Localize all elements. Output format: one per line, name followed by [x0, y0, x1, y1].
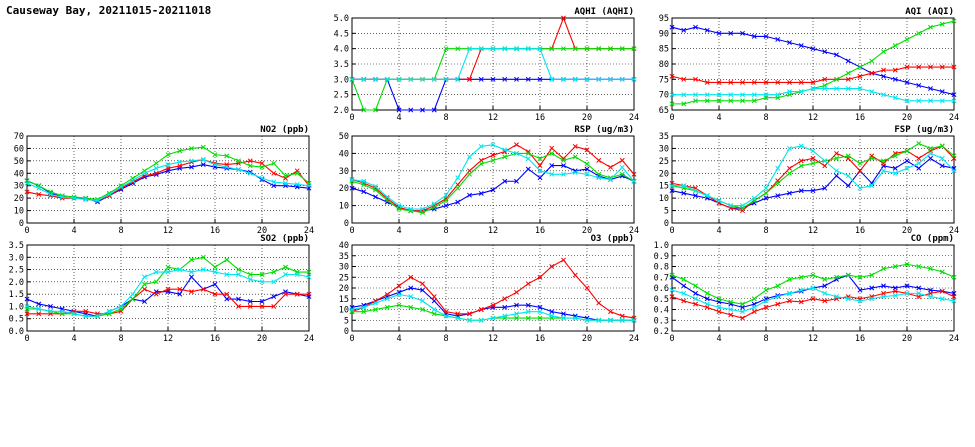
series-line	[672, 67, 954, 82]
svg-text:8: 8	[443, 334, 449, 344]
chart-title: FSP (ug/m3)	[894, 125, 954, 135]
svg-text:80: 80	[658, 60, 669, 70]
svg-text:65: 65	[658, 106, 669, 116]
chart-title: CO (ppm)	[910, 234, 954, 244]
svg-text:0.5: 0.5	[653, 294, 669, 305]
svg-text:8: 8	[763, 334, 769, 344]
svg-text:90: 90	[658, 29, 669, 40]
page-title: Causeway Bay, 20211015-20211018	[6, 4, 212, 17]
svg-text:12: 12	[487, 113, 499, 123]
svg-text:24: 24	[948, 113, 960, 123]
svg-text:4: 4	[396, 113, 402, 123]
svg-text:15: 15	[658, 181, 669, 192]
svg-text:75: 75	[658, 75, 669, 86]
svg-text:1.0: 1.0	[8, 302, 24, 313]
svg-text:40: 40	[338, 241, 349, 251]
svg-text:20: 20	[256, 226, 268, 236]
series-line	[672, 291, 954, 318]
series-line	[352, 166, 634, 211]
svg-text:40: 40	[13, 169, 24, 180]
svg-text:10: 10	[13, 206, 24, 217]
svg-text:20: 20	[901, 334, 913, 344]
series-line	[672, 146, 954, 211]
svg-text:4.5: 4.5	[333, 29, 349, 40]
series-line	[672, 89, 954, 101]
svg-text:16: 16	[854, 113, 866, 123]
svg-text:0: 0	[349, 334, 355, 344]
chart-title: AQHI (AQHI)	[574, 7, 634, 17]
svg-text:20: 20	[338, 184, 349, 195]
svg-text:50: 50	[13, 156, 24, 167]
chart-title: RSP (ug/m3)	[574, 125, 634, 135]
series-line	[352, 288, 634, 320]
svg-text:2.5: 2.5	[333, 90, 349, 101]
svg-text:16: 16	[209, 226, 221, 236]
svg-text:0.9: 0.9	[653, 251, 669, 262]
svg-text:2.5: 2.5	[8, 265, 24, 276]
chart-title: NO2 (ppb)	[260, 125, 309, 135]
svg-text:3.5: 3.5	[333, 60, 349, 70]
svg-text:24: 24	[303, 226, 315, 236]
svg-text:4: 4	[71, 226, 77, 236]
svg-text:3.0: 3.0	[333, 75, 349, 86]
svg-text:20: 20	[581, 226, 593, 236]
svg-text:0: 0	[24, 334, 30, 344]
svg-text:35: 35	[658, 132, 669, 142]
svg-text:0.2: 0.2	[653, 327, 669, 337]
svg-text:0: 0	[349, 226, 355, 236]
svg-text:4: 4	[716, 334, 722, 344]
series-line	[672, 275, 954, 307]
series-line	[352, 49, 634, 80]
svg-text:4: 4	[396, 226, 402, 236]
svg-text:5: 5	[343, 316, 349, 327]
svg-text:24: 24	[628, 334, 640, 344]
chart-title: O3 (ppb)	[590, 234, 634, 244]
svg-text:12: 12	[162, 226, 174, 236]
svg-text:4: 4	[396, 334, 402, 344]
svg-text:95: 95	[658, 14, 669, 24]
svg-text:5.0: 5.0	[333, 14, 349, 24]
svg-text:0.5: 0.5	[8, 314, 24, 325]
svg-text:0.3: 0.3	[653, 316, 669, 327]
svg-text:20: 20	[581, 334, 593, 344]
series-line	[27, 277, 309, 316]
svg-text:10: 10	[658, 194, 669, 205]
svg-text:2.0: 2.0	[333, 106, 349, 116]
svg-text:24: 24	[628, 113, 640, 123]
svg-text:0: 0	[24, 226, 30, 236]
svg-text:24: 24	[303, 334, 315, 344]
svg-text:8: 8	[118, 226, 124, 236]
series-line	[27, 257, 309, 316]
svg-text:0: 0	[663, 219, 669, 229]
svg-text:3.0: 3.0	[8, 253, 24, 264]
svg-text:0: 0	[18, 219, 24, 229]
series-line	[352, 260, 634, 318]
svg-text:12: 12	[487, 334, 499, 344]
series-line	[672, 264, 954, 304]
svg-text:24: 24	[948, 334, 960, 344]
svg-text:0: 0	[343, 327, 349, 337]
svg-text:4: 4	[716, 226, 722, 236]
svg-text:16: 16	[854, 334, 866, 344]
series-line	[672, 21, 954, 104]
chart-title: AQI (AQI)	[905, 7, 954, 17]
svg-text:12: 12	[807, 226, 819, 236]
chart-title: SO2 (ppb)	[260, 234, 309, 244]
series-line	[352, 153, 634, 212]
svg-text:12: 12	[487, 226, 499, 236]
svg-text:16: 16	[534, 334, 546, 344]
svg-text:8: 8	[118, 334, 124, 344]
svg-text:12: 12	[807, 113, 819, 123]
svg-text:30: 30	[338, 262, 349, 273]
svg-text:20: 20	[581, 113, 593, 123]
svg-text:20: 20	[13, 194, 24, 205]
svg-text:30: 30	[13, 181, 24, 192]
svg-text:50: 50	[338, 132, 349, 142]
svg-text:0.4: 0.4	[653, 305, 669, 316]
series-line	[27, 165, 309, 202]
svg-text:0.0: 0.0	[8, 327, 24, 337]
svg-text:60: 60	[13, 144, 24, 155]
svg-text:20: 20	[901, 226, 913, 236]
svg-text:8: 8	[443, 226, 449, 236]
svg-text:0: 0	[343, 219, 349, 229]
series-line	[672, 27, 954, 94]
svg-text:0.8: 0.8	[653, 262, 669, 273]
svg-text:70: 70	[13, 132, 24, 142]
svg-text:0: 0	[669, 113, 675, 123]
svg-text:4: 4	[716, 113, 722, 123]
svg-text:30: 30	[338, 166, 349, 177]
svg-text:0.6: 0.6	[653, 284, 669, 294]
series-line	[352, 49, 634, 110]
svg-text:16: 16	[534, 226, 546, 236]
svg-text:15: 15	[338, 294, 349, 305]
svg-text:20: 20	[338, 284, 349, 294]
svg-text:8: 8	[763, 226, 769, 236]
svg-text:24: 24	[948, 226, 960, 236]
svg-text:10: 10	[338, 201, 349, 212]
series-line	[352, 145, 634, 211]
svg-text:20: 20	[901, 113, 913, 123]
svg-text:20: 20	[256, 334, 268, 344]
svg-text:20: 20	[658, 169, 669, 180]
svg-text:4: 4	[71, 334, 77, 344]
svg-text:4.0: 4.0	[333, 44, 349, 55]
series-line	[672, 146, 954, 206]
series-line	[352, 145, 634, 209]
svg-text:12: 12	[807, 334, 819, 344]
svg-text:16: 16	[209, 334, 221, 344]
series-line	[672, 158, 954, 208]
series-line	[672, 143, 954, 208]
series-line	[27, 160, 309, 201]
svg-text:0: 0	[669, 334, 675, 344]
series-line	[27, 160, 309, 201]
svg-text:0.7: 0.7	[653, 273, 669, 284]
svg-text:8: 8	[443, 113, 449, 123]
series-line	[672, 288, 954, 312]
svg-text:0: 0	[349, 113, 355, 123]
svg-text:85: 85	[658, 44, 669, 55]
svg-text:3.5: 3.5	[8, 241, 24, 251]
svg-text:35: 35	[338, 251, 349, 262]
series-line	[352, 305, 634, 320]
series-line	[27, 270, 309, 317]
svg-text:24: 24	[628, 226, 640, 236]
series-line	[352, 79, 634, 110]
svg-text:5: 5	[663, 206, 669, 217]
series-line	[27, 289, 309, 314]
svg-text:40: 40	[338, 149, 349, 160]
series-line	[27, 147, 309, 199]
svg-text:10: 10	[338, 305, 349, 316]
svg-text:70: 70	[658, 90, 669, 101]
svg-text:25: 25	[338, 273, 349, 284]
svg-text:25: 25	[658, 156, 669, 167]
svg-text:30: 30	[658, 144, 669, 155]
svg-text:16: 16	[854, 226, 866, 236]
svg-text:12: 12	[162, 334, 174, 344]
svg-text:8: 8	[763, 113, 769, 123]
svg-text:1.0: 1.0	[653, 241, 669, 251]
series-line	[352, 294, 634, 320]
svg-text:2.0: 2.0	[8, 277, 24, 288]
svg-text:1.5: 1.5	[8, 290, 24, 301]
series-line	[352, 18, 634, 79]
svg-text:16: 16	[534, 113, 546, 123]
svg-text:0: 0	[669, 226, 675, 236]
